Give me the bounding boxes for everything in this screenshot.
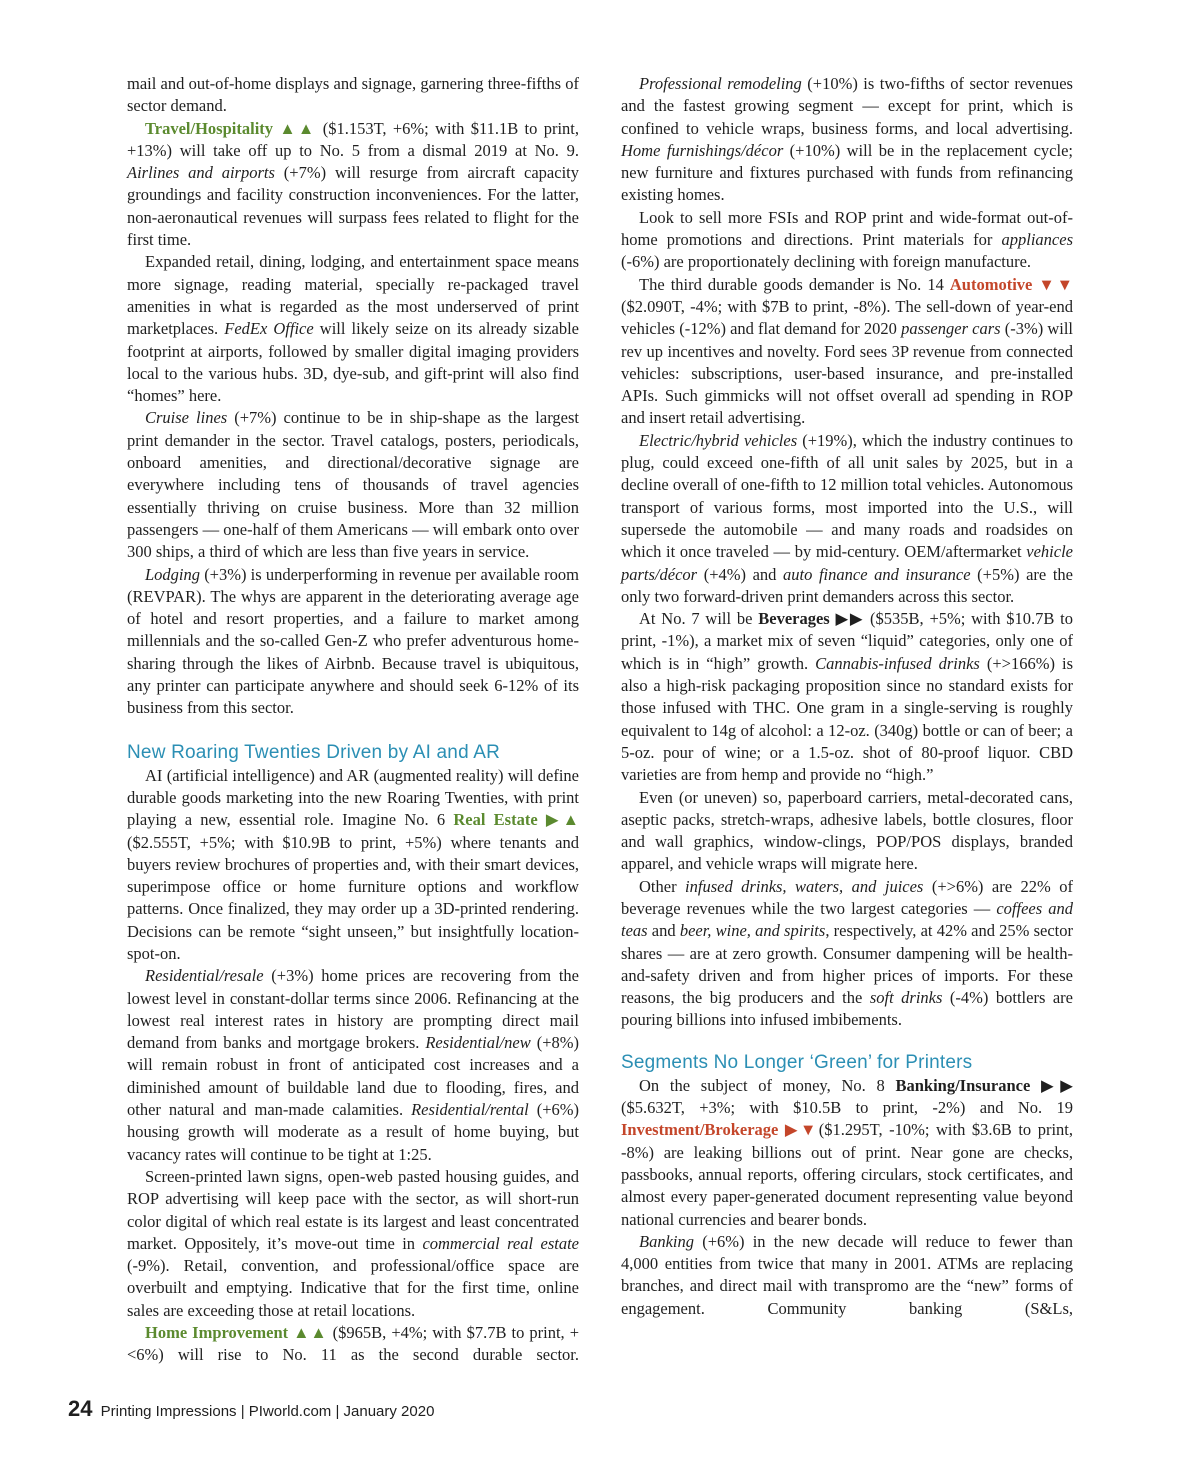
text-run: (+7%) will resurge from aircraft capacity groundings and facility construction inconveniences. For the latter, non-aeronautical revenues will surpass fees related to flight for the first time. [127,163,579,250]
text-run: (+5%) are the only two forward-driven print demanders across this sector. [621,564,1073,606]
sector-name: Home Improvement ▲▲ [145,1323,328,1343]
page-number: 24 [68,1396,93,1421]
sector-name: Real Estate ▶▲ [453,810,579,830]
text-run: (-9%). Retail, convention, and professional/office space are overbuilt and emptying. Indicative that for the first time, online sales are exceeding those at retail locations. [127,1256,579,1320]
paragraph-automotive [621,274,1073,430]
italic-term: Cruise lines [145,408,228,428]
italic-term: infused drinks, waters, and juices [685,876,924,896]
italic-term: Residential/rental [411,1100,529,1120]
paragraph [621,1231,1073,1320]
text-run: (+>6%) are 22% of beverage revenues while the two largest categories — [621,876,1073,918]
text-run: ($2.090T, -4%; with $7B to print, -8%). The sell-down of year-end vehicles (-12%) and flat demand for 2020 [621,296,1073,339]
text-run: ($2.555T, +5%; with $10.9B to print, +5%) where tenants and buyers review brochures of properties and, with their smart devices, superimpose office or home furniture options and workflow patterns. Once finalized, they may order up a 3D-printed rendering. Decisions can be remote “sight unseen,” but insightfully location-spot-on. [127,832,579,963]
italic-term: Airlines and airports [127,163,275,183]
text-run: (+3%) home prices are recovering from the lowest level in constant-dollar terms since 2006. Refinancing at the lowest real interest rates in history are prompting direct mail demand from banks and mortgage brokers. [127,966,579,1053]
publication-info: Printing Impressions | PIworld.com | January 2020 [100,1403,435,1420]
text-run: and [647,921,680,941]
text-run: (+10%) will be in the replacement cycle; new furniture and fixtures purchased with funds from refinancing existing homes. [621,140,1073,205]
text-run: At No. 7 will be [639,609,759,629]
text-run: (-6%) are proportionately declining with foreign manufacture. [621,252,1032,272]
italic-term: commercial real estate [422,1233,579,1253]
text-run: AI (artificial intelligence) and AR (augmented reality) will define durable goods marketing into the new Roaring Twenties, with print playing a new, essential role. Imagine No. 6 [127,765,579,830]
paragraph [127,965,579,1166]
italic-term: Lodging [145,564,201,584]
paragraph [621,73,1073,207]
text-run: (+19%), which the industry continues to plug, could exceed one-fifth of all unit sales by 2025, but in a decline overall of one-fifth to 12 million total vehicles. Autonomous transport of various forms, most imported into the U.S., will supersede the automobile — and many roads and roadsides on which it once traveled — by mid-century. OEM/aftermarket [621,430,1073,562]
italic-term: appliances [1001,230,1073,250]
text-run: (+7%) continue to be in ship-shape as the largest print demander in the sector. Travel catalogs, posters, periodicals, onboard amenities, and directional/decorative signage are everywhere including tens of thousands of travel agencies essentially thriving on cruise business. More than 32 million passengers — one-half of them Americans — will embark onto over 300 ships, a third of which are less than five years in service. [127,408,579,562]
text-run: On the subject of money, No. 8 [639,1075,896,1095]
paragraph-real-estate [127,765,579,966]
text-run: Expanded retail, dining, lodging, and entertainment space means more signage, reading material, specially re-packaged travel amenities in what is regarded as the most underserved of print marketplaces. [127,252,579,339]
text-run: Screen-printed lawn signs, open-web pasted housing guides, and ROP advertising will keep pace with the sector, as will short-run color digital of which real estate is its largest and least concentrated market. Oppositely, it’s move-out time in [127,1166,579,1253]
italic-term: passenger cars [901,319,1001,339]
text-run: will likely seize on its already sizable footprint at airports, followed by smaller digital imaging providers local to the various hubs. 3D, dye-sub, and gift-print will also find “homes” here. [127,319,579,406]
text-run: (+10%) is two-fifths of sector revenues and the fastest growing segment — except for print, which is confined to vehicle wraps, business forms, and local advertising. [621,74,1073,138]
text-run: mail and out-of-home displays and signage, garnering three-fifths of sector demand. [127,74,579,116]
paragraph-cruise-lines [127,407,579,563]
italic-term: Cannabis-infused drinks [815,653,980,673]
text-run: (+4%) and [697,564,784,584]
paragraph-lodging [127,564,579,720]
right-column [621,73,1073,1320]
text-run: ($965B, +4%; with $7.7B to print, +<6%) will rise to No. 11 as the second durable sector. [127,1323,579,1365]
italic-term: soft drinks [869,988,943,1008]
italic-term: coffees and teas [621,898,1073,941]
paragraph [621,207,1073,274]
paragraph [127,1166,579,1322]
italic-term: vehicle parts/décor [621,542,1073,584]
text-run: ($1.295T, -10%; with $3.6B to print, -8%) are leaking billions out of print. Near gone are checks, passbooks, annual reports, offering circulars, stock certificates, and almost every paper-generated document representing value beyond national currencies and bearer bonds. [621,1120,1073,1229]
text-run: Even (or uneven) so, paperboard carriers, metal-decorated cans, aseptic packs, stretch-wraps, adhesive labels, bottle closures, floor and wall graphics, window-clings, POP/POS displays, branded apparel, and vehicle wraps will migrate here. [621,787,1073,874]
text-run: ($535B, +5%; with $10.7B to print, -1%), a market mix of seven “liquid” categories, only one of which is in “high” growth. [621,609,1073,673]
section-heading: New Roaring Twenties Driven by AI and AR [127,741,501,763]
sector-name: Beverages ▶▶ [758,609,865,629]
italic-term: Residential/new [425,1033,531,1053]
text-run: (+8%) will remain robust in front of anticipated cost increases and a diminished amount of buildable land due to flooding, fires, and other natural and man-made calamities. [127,1033,579,1120]
text-run: (+>166%) is also a high-risk packaging proposition since no standard exists for those infused with THC. One gram in a single-serving is roughly equivalent to 14g of alcohol: a 12-oz. (340g) bottle or can of beer; a 5-oz. pour of wine; or a 1.5-oz. shot of 80-proof liquor. CBD varieties are from hemp and provide no “high.” [621,653,1074,785]
text-run: Other [639,876,686,896]
text-run: (+6%) housing growth will moderate as a result of home buying, but vacancy rates will continue to be tight at 1:25. [127,1100,579,1164]
left-column [127,73,579,1367]
italic-term: beer, wine, and spirits [679,921,826,941]
text-run: (-3%) will rev up incentives and novelty. Ford sees 3P revenue from connected vehicles: subscriptions, user-based insurance, and pre-installed APIs. Such gimmicks will not offset overall ad spending in ROP and insert retail advertising. [621,319,1073,428]
italic-term: Home furnishings/décor [621,140,784,160]
paragraph [127,73,579,118]
text-run: (+3%) is underperforming in revenue per available room (REVPAR). The whys are apparent in the deteriorating average age of hotel and resort properties, and a failure to market among millennials and the so-called Gen-Z who prefer adventurous home-sharing through the likes of Airbnb. Because travel is ubiquitous, any printer can participate anywhere and should seek 6-12% of its business from this sector. [127,564,579,718]
paragraph [621,430,1073,608]
italic-term: auto finance and insurance [783,564,971,584]
text-run: (+6%) in the new decade will reduce to fewer than 4,000 entities from twice that many in 2001. ATMs are replacing branches, and direct mail with transpromo are the “new” forms of engagement. Community banking (S&Ls, [621,1231,1073,1318]
paragraph-home-improvement [127,1322,579,1367]
sector-name: Automotive ▼▼ [949,274,1073,294]
text-run: ($1.153T, +6%; with $11.1B to print, +13%) will take off up to No. 5 from a dismal 2019 at No. 9. [127,118,579,160]
italic-term: Electric/hybrid vehicles [639,430,798,450]
paragraph [621,876,1073,1032]
paragraph [621,787,1073,876]
italic-term: Professional remodeling [639,74,802,93]
italic-term: Banking [639,1231,694,1251]
section-heading: Segments No Longer ‘Green’ for Printers [621,1051,973,1073]
sector-name: Banking/Insurance ▶▶ [895,1075,1073,1095]
text-run: Look to sell more FSIs and ROP print and wide-format out-of-home promotions and directions. Print materials for [621,207,1073,250]
sector-name: Investment/Brokerage ▶▼ [621,1120,819,1140]
paragraph-banking-insurance [621,1075,1073,1231]
text-run: , respectively, at 42% and 25% sector shares — are at zero growth. Consumer dampening will be health-and-safety driven and from higher prices of imports. For these reasons, the big producers and the [621,921,1074,1008]
paragraph-travel-hospitality [127,118,579,252]
page-footer [68,1396,434,1422]
italic-term: Residential/resale [145,966,264,986]
sector-name: Travel/Hospitality ▲▲ [145,118,317,138]
text-run: ($5.632T, +3%; with $10.5B to print, -2%) and No. 19 [621,1098,1073,1118]
paragraph-beverages [621,608,1073,786]
italic-term: FedEx Office [224,319,314,339]
text-run: The third durable goods demander is No. 14 [639,274,950,294]
paragraph [127,251,579,407]
text-run: (-4%) bottlers are pouring billions into infused imbibements. [621,988,1074,1030]
